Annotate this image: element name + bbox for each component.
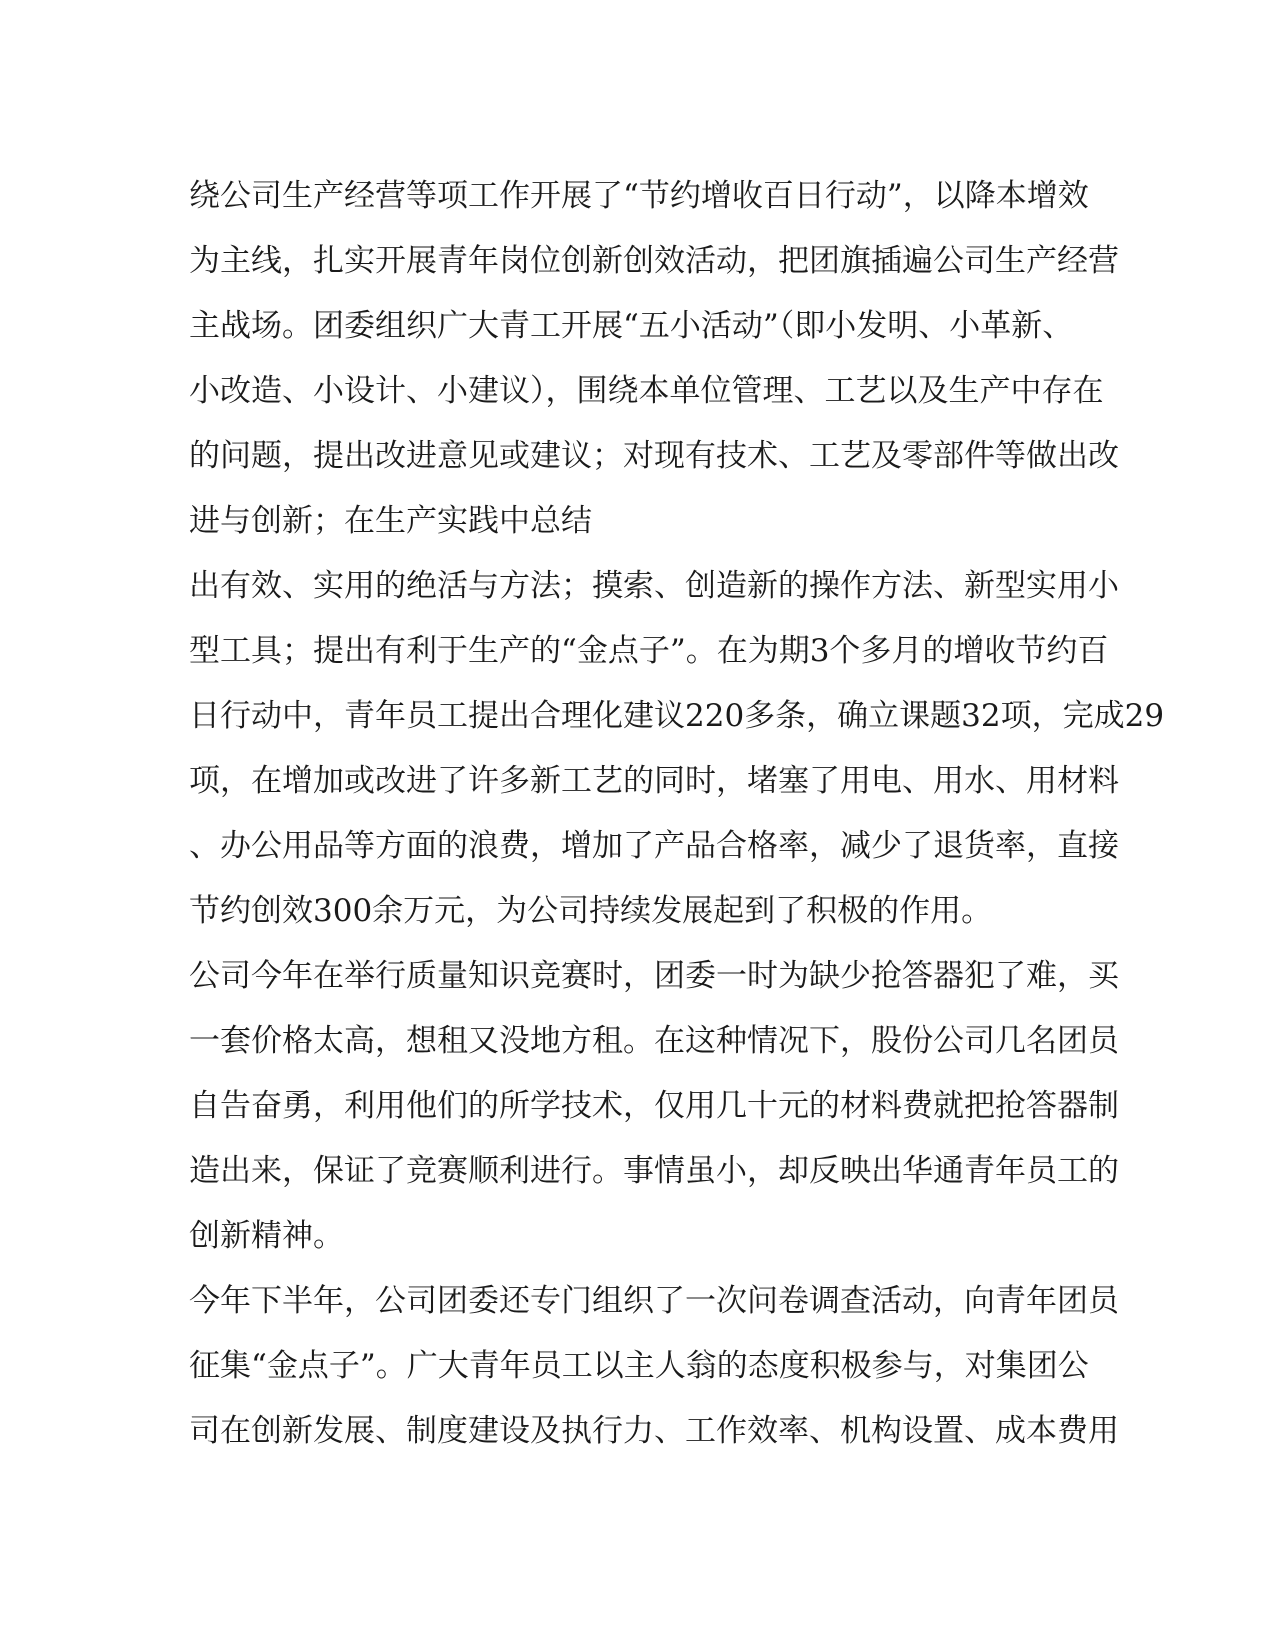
- text-line: 节约创效300余万元，为公司持续发展起到了积极的作用。: [189, 893, 993, 929]
- text-line: 项，在增加或改进了许多新工艺的同时，堵塞了用电、用水、用材料: [189, 763, 1119, 799]
- text-line: 绕公司生产经营等项工作开展了“节约增收百日行动”，以降本增效: [189, 178, 1089, 214]
- text-line: 、办公用品等方面的浪费，增加了产品合格率，减少了退货率，直接: [189, 828, 1119, 864]
- text-line: 的问题，提出改进意见或建议；对现有技术、工艺及零部件等做出改: [189, 438, 1119, 474]
- text-line: 为主线，扎实开展青年岗位创新创效活动，把团旗插遍公司生产经营: [189, 243, 1119, 279]
- text-line: 日行动中，青年员工提出合理化建议220多条，确立课题32项，完成29: [189, 698, 1165, 734]
- text-line: 型工具；提出有利于生产的“金点子”。在为期3个多月的增收节约百: [189, 633, 1109, 669]
- text-line: 造出来，保证了竞赛顺利进行。事情虽小，却反映出华通青年员工的: [189, 1153, 1119, 1189]
- text-line: 公司今年在举行质量知识竞赛时，团委一时为缺少抢答器犯了难，买: [189, 958, 1119, 994]
- text-line: 出有效、实用的绝活与方法；摸索、创造新的操作方法、新型实用小: [189, 568, 1119, 604]
- body-text: [189, 164, 1165, 1464]
- text-line: 进与创新；在生产实践中总结: [189, 503, 592, 539]
- text-line: 今年下半年，公司团委还专门组织了一次问卷调查活动，向青年团员: [189, 1283, 1119, 1319]
- text-line: 小改造、小设计、小建议），围绕本单位管理、工艺以及生产中存在: [189, 373, 1104, 409]
- text-line: 自告奋勇，利用他们的所学技术，仅用几十元的材料费就把抢答器制: [189, 1088, 1119, 1124]
- text-line: 一套价格太高，想租又没地方租。在这种情况下，股份公司几名团员: [189, 1023, 1119, 1059]
- text-line: 主战场。团委组织广大青工开展“五小活动”（即小发明、小革新、: [189, 308, 1074, 344]
- text-line: 司在创新发展、制度建设及执行力、工作效率、机构设置、成本费用: [189, 1413, 1119, 1449]
- text-line: 创新精神。: [189, 1218, 344, 1254]
- text-line: 征集“金点子”。广大青年员工以主人翁的态度积极参与，对集团公: [189, 1348, 1089, 1384]
